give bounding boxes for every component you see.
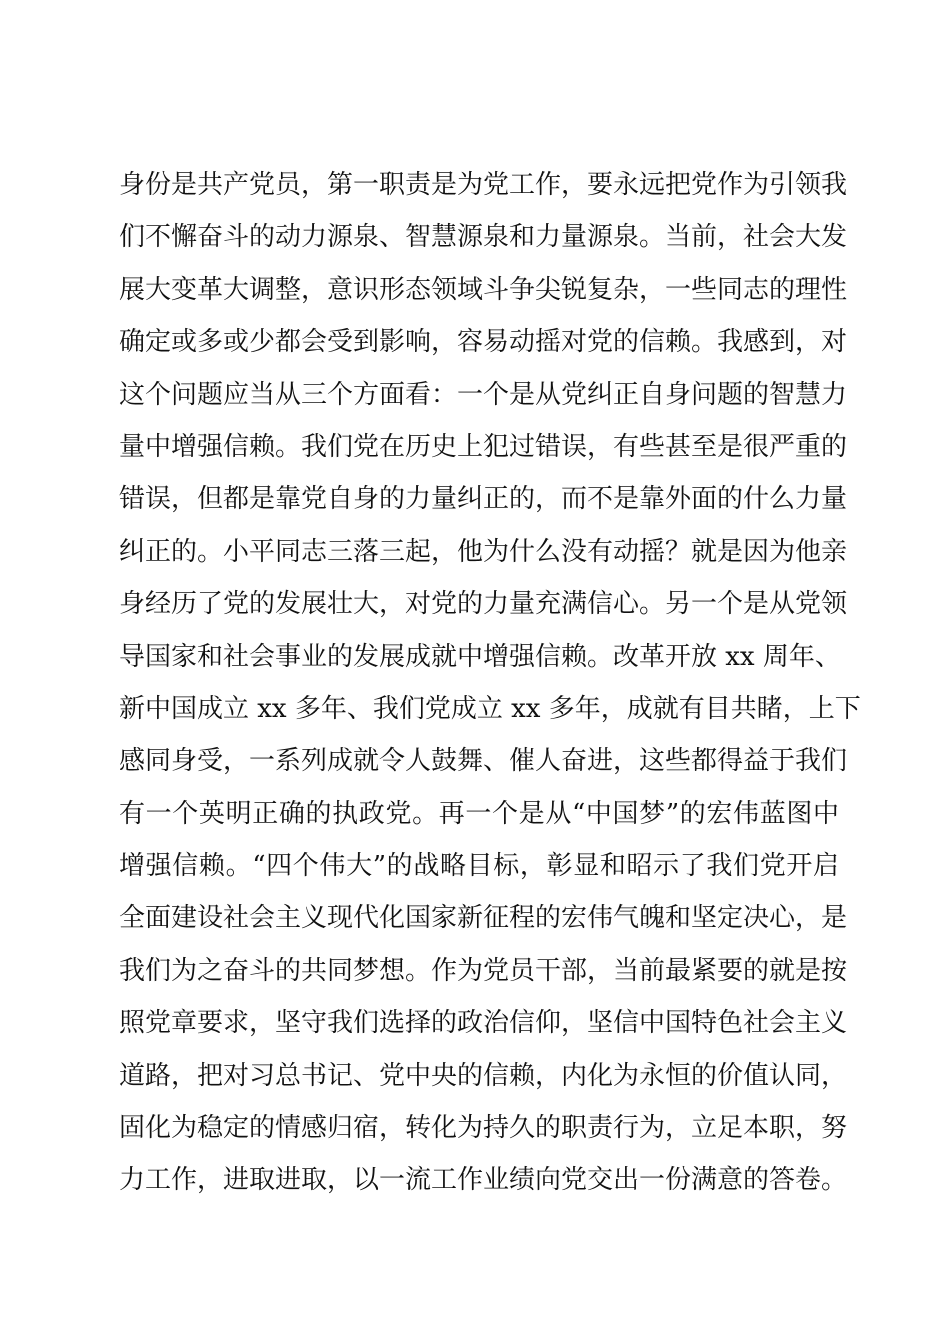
text-line: 这个问题应当从三个方面看：一个是从党纠正自身问题的智慧力 [119, 379, 848, 410]
text-line: 纠正的。小平同志三落三起，他为什么没有动摇？就是因为他亲 [119, 536, 848, 567]
text-line: 展大变革大调整，意识形态领域斗争尖锐复杂，一些同志的理性 [119, 274, 848, 305]
text-line: 新中国成立 xx 多年、我们党成立 xx 多年，成就有目共睹，上下 [119, 693, 861, 724]
text-line: 固化为稳定的情感归宿，转化为持久的职责行为，立足本职，努 [119, 1113, 848, 1144]
text-line: 照党章要求，坚守我们选择的政治信仰，坚信中国特色社会主义 [119, 1008, 848, 1039]
text-line: 有一个英明正确的执政党。再一个是从“中国梦”的宏伟蓝图中 [119, 798, 839, 829]
text-line: 身经历了党的发展壮大，对党的力量充满信心。另一个是从党领 [119, 589, 848, 620]
text-line: 们不懈奋斗的动力源泉、智慧源泉和力量源泉。当前，社会大发 [119, 222, 848, 253]
text-line: 感同身受，一系列成就令人鼓舞、催人奋进，这些都得益于我们 [119, 746, 848, 777]
text-line: 导国家和社会事业的发展成就中增强信赖。改革开放 xx 周年、 [119, 641, 841, 672]
text-line: 确定或多或少都会受到影响，容易动摇对党的信赖。我感到，对 [119, 327, 848, 358]
text-line: 量中增强信赖。我们党在历史上犯过错误，有些甚至是很严重的 [119, 431, 848, 462]
text-line: 我们为之奋斗的共同梦想。作为党员干部，当前最紧要的就是按 [119, 955, 848, 986]
text-line: 增强信赖。“四个伟大”的战略目标，彰显和昭示了我们党开启 [119, 851, 839, 882]
text-line: 错误，但都是靠党自身的力量纠正的，而不是靠外面的什么力量 [119, 484, 848, 515]
text-line: 力工作，进取进取，以一流工作业绩向党交出一份满意的答卷。 [119, 1165, 848, 1196]
text-line: 全面建设社会主义现代化国家新征程的宏伟气魄和坚定决心，是 [119, 903, 848, 934]
text-line: 道路，把对习总书记、党中央的信赖，内化为永恒的价值认同， [119, 1060, 848, 1091]
text-line: 身份是共产党员，第一职责是为党工作，要永远把党作为引领我 [119, 170, 848, 200]
body-paragraph [119, 159, 861, 1207]
